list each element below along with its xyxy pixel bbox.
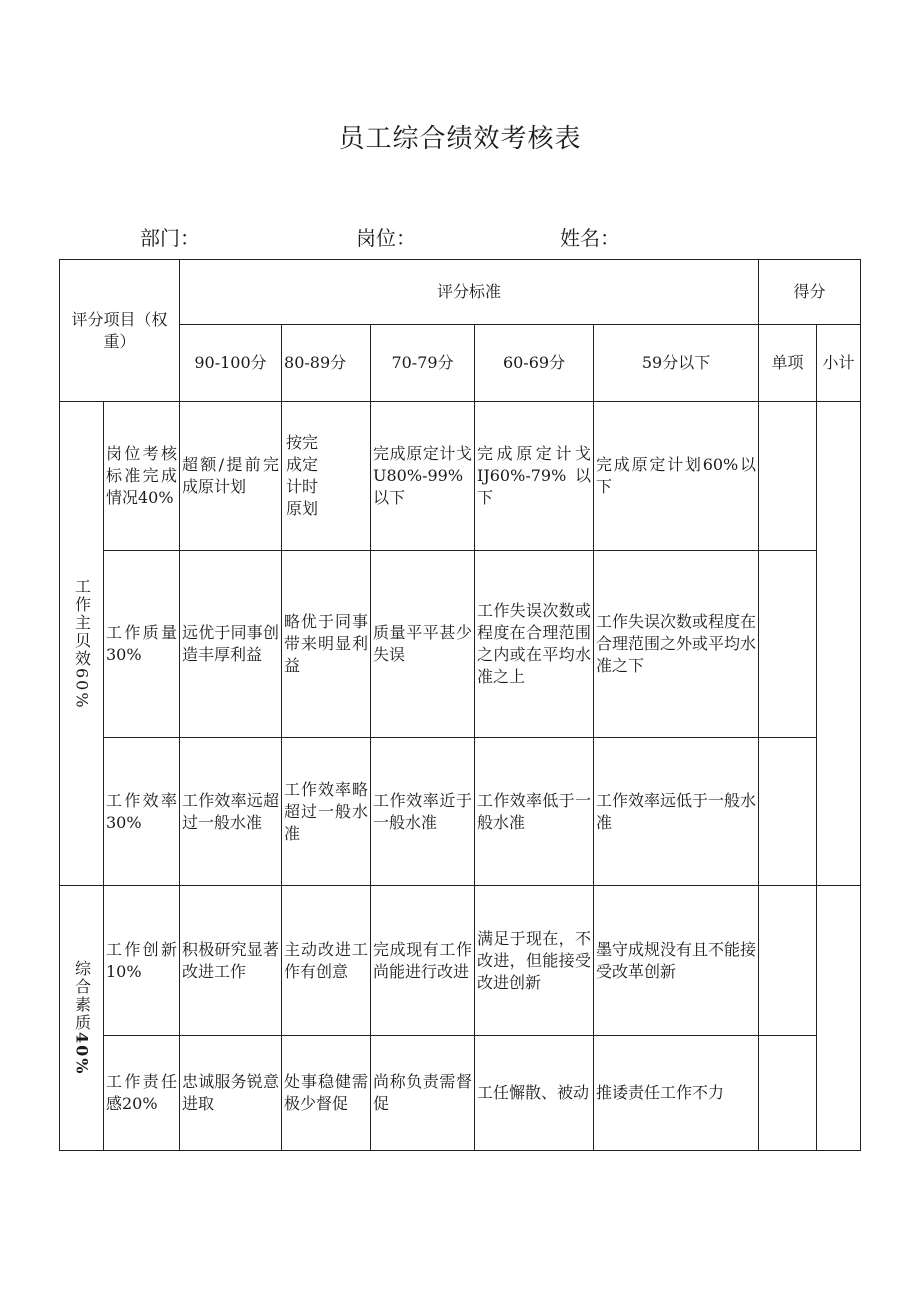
criteria-cell: 尚称负责需督促 (371, 1036, 475, 1151)
criteria-cell: 处事稳健需极少督促 (282, 1036, 371, 1151)
level-header: 70-79分 (371, 325, 475, 402)
table-row (60, 738, 861, 886)
criteria-cell: 满足于现在，不改进，但能接受改进创新 (475, 886, 594, 1036)
group-name-text: 综合素质 (72, 960, 92, 1033)
subtotal-cell[interactable] (817, 402, 861, 886)
header-row-1 (60, 260, 861, 325)
item-label: 工作效率30% (104, 738, 180, 886)
criteria-cell: 工作效率远低于一般水准 (594, 738, 759, 886)
subtotal-header: 小计 (817, 325, 861, 402)
subtotal-cell[interactable] (817, 886, 861, 1151)
criteria-cell: 工作失误次数或程度在合理范围之外或平均水准之下 (594, 551, 759, 738)
table-row (60, 1036, 861, 1151)
item-label: 工作创新10% (104, 886, 180, 1036)
evaluation-table (59, 259, 861, 1151)
level-header: 59分以下 (594, 325, 759, 402)
criteria-cell: 工作效率略超过一般水准 (282, 738, 371, 886)
table-row (60, 402, 861, 551)
criteria-text: 按完成定计时原划 (286, 433, 319, 518)
level-header: 90-100分 (180, 325, 282, 402)
criteria-cell: 忠诚服务锐意进取 (180, 1036, 282, 1151)
criteria-cell: 远优于同事创造丰厚利益 (180, 551, 282, 738)
criteria-cell: 质量平平甚少失误 (371, 551, 475, 738)
criteria-cell: 超额/提前完成原计划 (180, 402, 282, 551)
criteria-cell (282, 402, 371, 551)
group-name: 工作主贝效60% (72, 577, 92, 710)
single-score-cell[interactable] (759, 551, 817, 738)
header-row-2 (60, 325, 861, 402)
item-label: 工作质量30% (104, 551, 180, 738)
criteria-header: 评分标准 (180, 260, 759, 325)
criteria-cell: 积极研究显著改进工作 (180, 886, 282, 1036)
criteria-cell: 墨守成规没有且不能接受改革创新 (594, 886, 759, 1036)
level-header: 60-69分 (475, 325, 594, 402)
group-label (60, 402, 104, 886)
criteria-cell: 工作效率远超过一般水准 (180, 738, 282, 886)
single-score-cell[interactable] (759, 402, 817, 551)
single-score-cell[interactable] (759, 738, 817, 886)
criteria-cell: 工任懈散、被动 (475, 1036, 594, 1151)
name-label: 姓名： (560, 226, 620, 250)
criteria-cell: 完成原定计戈IJ60%-79%以下 (475, 402, 594, 551)
single-score-cell[interactable] (759, 1036, 817, 1151)
group-label (60, 886, 104, 1151)
criteria-cell: 完成原定计戈 U80%-99%以下 (371, 402, 475, 551)
item-header: 评分项目（权重） (60, 260, 180, 402)
criteria-cell: 主动改进工作有创意 (282, 886, 371, 1036)
item-label: 工作责任感20% (104, 1036, 180, 1151)
single-score-header: 单项 (759, 325, 817, 402)
single-score-cell[interactable] (759, 886, 817, 1036)
criteria-cell: 工作效率低于一般水准 (475, 738, 594, 886)
item-label: 岗位考核标准完成情况40% (104, 402, 180, 551)
position-label: 岗位： (356, 226, 416, 250)
table-row (60, 886, 861, 1036)
group-name (71, 960, 93, 1075)
criteria-cell: 完成现有工作尚能进行改进 (371, 886, 475, 1036)
criteria-cell: 完成原定计划60%以下 (594, 402, 759, 551)
criteria-cell: 工作失误次数或程度在合理范围之内或在平均水准之上 (475, 551, 594, 738)
score-header: 得分 (759, 260, 861, 325)
group-weight: 40% (72, 1032, 92, 1076)
level-header: 80-89分 (282, 325, 371, 402)
criteria-cell: 工作效率近于一般水准 (371, 738, 475, 886)
page-title: 员工综合绩效考核表 (338, 124, 582, 154)
criteria-cell: 推诿责任工作不力 (594, 1036, 759, 1151)
table-row (60, 551, 861, 738)
criteria-cell: 略优于同事带来明显利益 (282, 551, 371, 738)
department-label: 部门： (140, 226, 200, 250)
